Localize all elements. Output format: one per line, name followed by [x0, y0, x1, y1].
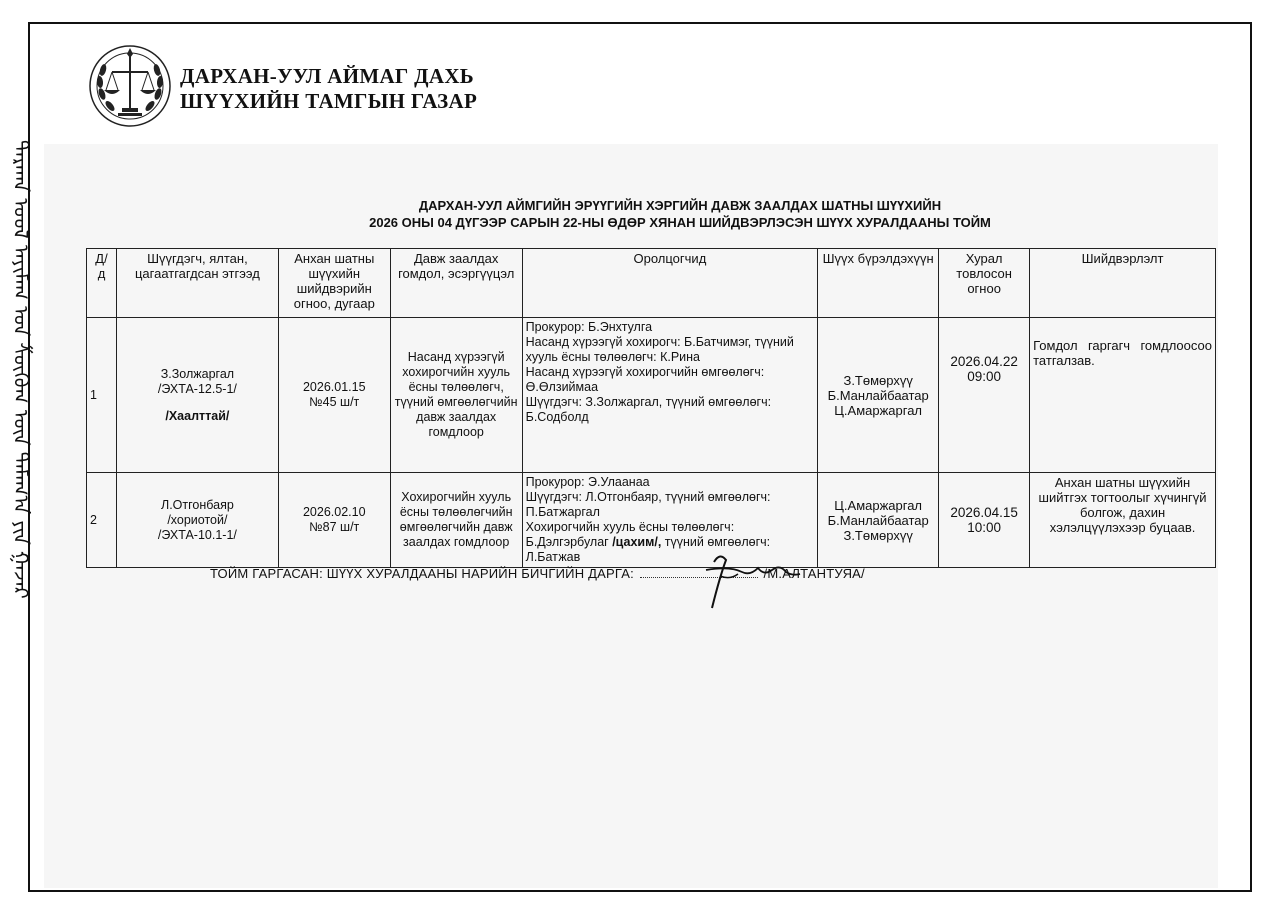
- hearing-summary-table: [86, 248, 1216, 568]
- row2-decision: [278, 473, 390, 568]
- header-no: Д/ д: [87, 249, 117, 318]
- row2-judge: З.Төмөрхүү: [843, 527, 913, 543]
- row1-judges: [818, 318, 939, 473]
- side-script-text: ᠳᠠᠷᠬᠠᠨ ᠤᠤᠯ ᠠᠶᠢᠮᠠᠭ ᠤᠨ ᠱᠦᠭᠦᠬ ᠦᠨ ᠲᠠᠮᠠᠭ᠎ᠠ ᠶᠢᠨ ᠭᠠᠵᠠᠷ: [9, 140, 33, 599]
- row1-appeal: Насанд хүрээгүй хохирогчийн хууль ёсны төлөөлөгч, түүний өмгөөлөгчийн давж заалдах гомдлоор: [390, 318, 522, 473]
- row1-defendant-code: /ЭХТА-12.5-1/: [157, 381, 237, 396]
- row2-defendant-name: Л.Отгонбаяр: [160, 497, 234, 512]
- organization-title: [180, 64, 477, 114]
- row2-no: 2: [87, 473, 117, 568]
- table-header-row: [87, 249, 1216, 318]
- row2-rep-name: Б.Дэлгэрбулаг: [525, 535, 613, 549]
- court-seal-emblem: [88, 44, 172, 128]
- row1-defendant: [116, 318, 278, 473]
- row1-decision: [278, 318, 390, 473]
- header-appeal: Давж заалдах гомдол, эсэргүүцэл: [390, 249, 522, 318]
- row1-hearing: [939, 318, 1030, 473]
- row2-hearing-date: 2026.04.15: [950, 505, 1018, 520]
- row2-participant-defendant: Шүүгдэгч: Л.Отгонбаяр, түүний өмгөөлөгч: П.Батжаргал: [525, 490, 771, 519]
- row2-hearing-time: 10:00: [967, 520, 1002, 535]
- row1-decision-date: 2026.01.15: [302, 380, 366, 394]
- row2-defendant-code1: /хориотой/: [167, 512, 228, 527]
- side-mongolian-script: [0, 140, 33, 750]
- document-title-line2: 2026 ОНЫ 04 ДҮГЭЭР САРЫН 22-НЫ ӨДӨР ХЯНАН ШИЙДВЭРЛЭСЭН ШҮҮХ ХУРАЛДААНЫ ТОЙМ: [369, 215, 991, 230]
- row2-judges: [818, 473, 939, 568]
- row2-defendant: [116, 473, 278, 568]
- row2-rep-lawyer: түүний өмгөөлөгч: Л.Батжав: [525, 535, 771, 564]
- header-resolution: Шийдвэрлэлт: [1030, 249, 1216, 318]
- row1-judge: З.Төмөрхүү: [843, 372, 913, 388]
- handwritten-signature: [700, 546, 810, 612]
- row2-judge: Б.Манлайбаатар: [827, 512, 929, 528]
- row1-defendant-name: З.Золжаргал: [160, 366, 235, 381]
- row1-hearing-date: 2026.04.22: [950, 354, 1018, 369]
- row2-participant-victim-rep: Хохирогчийн хууль ёсны төлөөлөгч:: [525, 520, 735, 534]
- document-title-line1: ДАРХАН-УУЛ АЙМГИЙН ЭРҮҮГИЙН ХЭРГИЙН ДАВЖ ЗААЛДАХ ШАТНЫ ШҮҮХИЙН: [418, 198, 942, 213]
- footer-label: ТОЙМ ГАРГАСАН: ШҮҮХ ХУРАЛДААНЫ НАРИЙН БИЧГИЙН ДАРГА:: [210, 566, 634, 581]
- row2-decision-no: №87 ш/т: [309, 520, 360, 534]
- row1-participant-victim-lawyer: Насанд хүрээгүй хохирогчийн өмгөөлөгч: Ө.Өлзиймаа: [525, 365, 765, 394]
- row1-defendant-status: /Хаалттай/: [165, 408, 230, 423]
- header-participants: Оролцогчид: [522, 249, 818, 318]
- row2-hearing: [939, 473, 1030, 568]
- org-title-line2: ШҮҮХИЙН ТАМГЫН ГАЗАР: [180, 89, 478, 113]
- row1-judge: Ц.Амаржаргал: [834, 402, 923, 418]
- footer-name: /М.АЛТАНТУЯА/: [763, 566, 865, 581]
- header-decision: Анхан шатны шүүхийн шийдвэрийн огноо, дугаар: [278, 249, 390, 318]
- row2-resolution: Анхан шатны шүүхийн шийтгэх тогтоолыг хүчингүй болгож, дахин хэлэлцүүлэхээр буцаав.: [1030, 473, 1216, 568]
- row1-judge: Б.Манлайбаатар: [827, 387, 929, 403]
- row2-judge: Ц.Амаржаргал: [834, 497, 923, 513]
- org-title-line1: ДАРХАН-УУЛ АЙМАГ ДАХЬ: [180, 64, 474, 88]
- row1-participants: [522, 318, 818, 473]
- row2-decision-date: 2026.02.10: [302, 505, 366, 519]
- header-hearing-date: Хурал товлосон огноо: [939, 249, 1030, 318]
- row1-decision-no: №45 ш/т: [309, 395, 360, 409]
- header-judges: Шүүх бүрэлдэхүүн: [818, 249, 939, 318]
- row1-participant-defendant: Шүүгдэгч: З.Золжаргал, түүний өмгөөлөгч: Б.Содболд: [525, 395, 772, 424]
- row2-rep-online-tag: /цахим/,: [612, 535, 662, 549]
- row2-defendant-code2: /ЭХТА-10.1-1/: [157, 527, 237, 542]
- row1-participant-victim: Насанд хүрээгүй хохирогч: Б.Батчимэг, түүний хууль ёсны төлөөлөгч: К.Рина: [525, 335, 794, 364]
- document-title: [180, 197, 1180, 231]
- table-row: [87, 473, 1216, 568]
- row1-resolution: Гомдол гаргагч гомдлоосоо татгалзав.: [1030, 318, 1216, 473]
- table-row: [87, 318, 1216, 473]
- row2-appeal: Хохирогчийн хууль ёсны төлөөлөгчийн өмгөөлөгчийн давж заалдах гомдлоор: [390, 473, 522, 568]
- row1-hearing-time: 09:00: [967, 369, 1002, 384]
- row1-participant-prosecutor: Прокурор: Б.Энхтулга: [525, 320, 653, 334]
- row1-no: 1: [87, 318, 117, 473]
- row2-participant-prosecutor: Прокурор: Э.Улаанаа: [525, 475, 650, 489]
- header-defendant: Шүүгдэгч, ялтан, цагаатгагдсан этгээд: [116, 249, 278, 318]
